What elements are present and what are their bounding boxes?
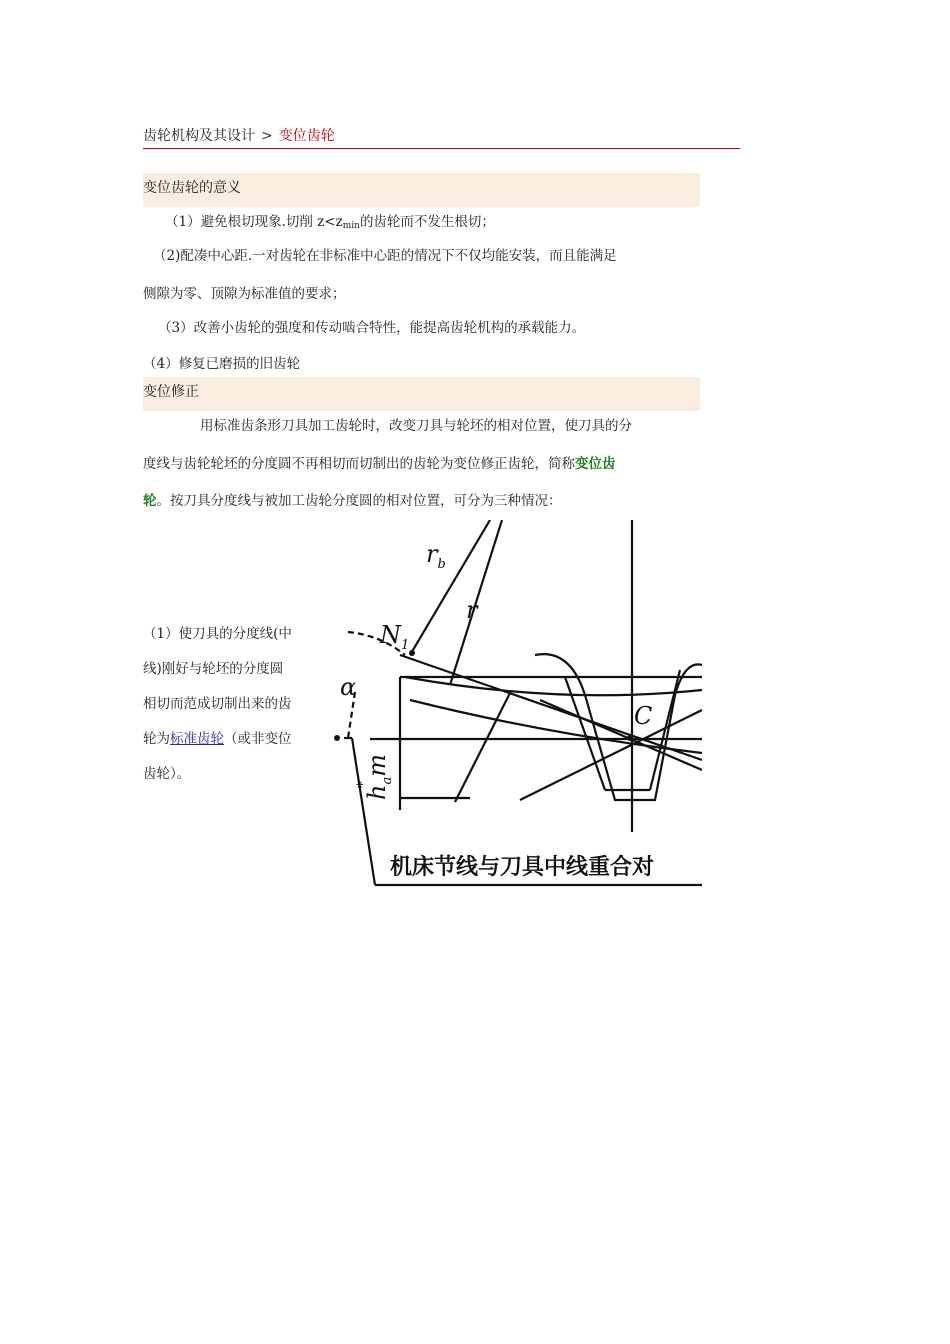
svg-text:ham: $h_am$ [363, 754, 395, 800]
modification-line-2: 度线与齿轮轮坯的分度圆不再相切而切制出的齿轮为变位修正齿轮，简称变位齿 [143, 456, 616, 472]
meaning-item-2: （2)配凑中心距.一对齿轮在非标准中心距的情况下不仅均能安装，而且能满足 [153, 248, 617, 264]
breadcrumb-separator: > [261, 128, 273, 144]
term-modified-gear: 变位齿 [575, 456, 616, 472]
label-c: C [634, 702, 653, 730]
label-r: r [466, 596, 478, 624]
breadcrumb-current: 变位齿轮 [278, 128, 335, 144]
figure-caption: 机床节线与刀具中线重合对 [390, 855, 655, 880]
meaning-item-2-cont: 侧隙为零、顶隙为标准值的要求； [143, 286, 346, 302]
label-alpha: α [340, 673, 357, 701]
case-1-text: （1）使刀具的分度线(中 线)刚好与轮坯的分度圆 相切而范成切制出来的齿 轮为标准齿轮（或非变位 齿轮）。 [143, 626, 292, 782]
section-title-modification: 变位修正 [143, 377, 700, 411]
label-rb: $r_b$ [426, 540, 446, 572]
section-title-meaning: 变位齿轮的意义 [143, 173, 700, 207]
svg-text:*: * [355, 781, 371, 788]
modification-line-3: 轮。按刀具分度线与被加工齿轮分度圆的相对位置，可分为三种情况： [143, 493, 562, 509]
meaning-item-3: （3）改善小齿轮的强度和传动啮合特性，能提高齿轮机构的承载能力。 [158, 320, 586, 336]
breadcrumb [143, 126, 740, 149]
breadcrumb-parent[interactable]: 齿轮机构及其设计 [143, 128, 255, 144]
modification-line-1: 用标准齿条形刀具加工齿轮时，改变刀具与轮坯的相对位置，使刀具的分 [200, 418, 632, 434]
standard-gear-link[interactable]: 标准齿轮 [170, 731, 224, 747]
label-n1: $N_1$ [380, 621, 410, 653]
meaning-item-1: （1）避免根切现象.切削 $z<z_{min}$的齿轮而不发生根切； [165, 214, 495, 231]
gear-cutting-diagram [330, 520, 702, 888]
meaning-item-4: （4）修复已磨损的旧齿轮 [143, 356, 301, 372]
